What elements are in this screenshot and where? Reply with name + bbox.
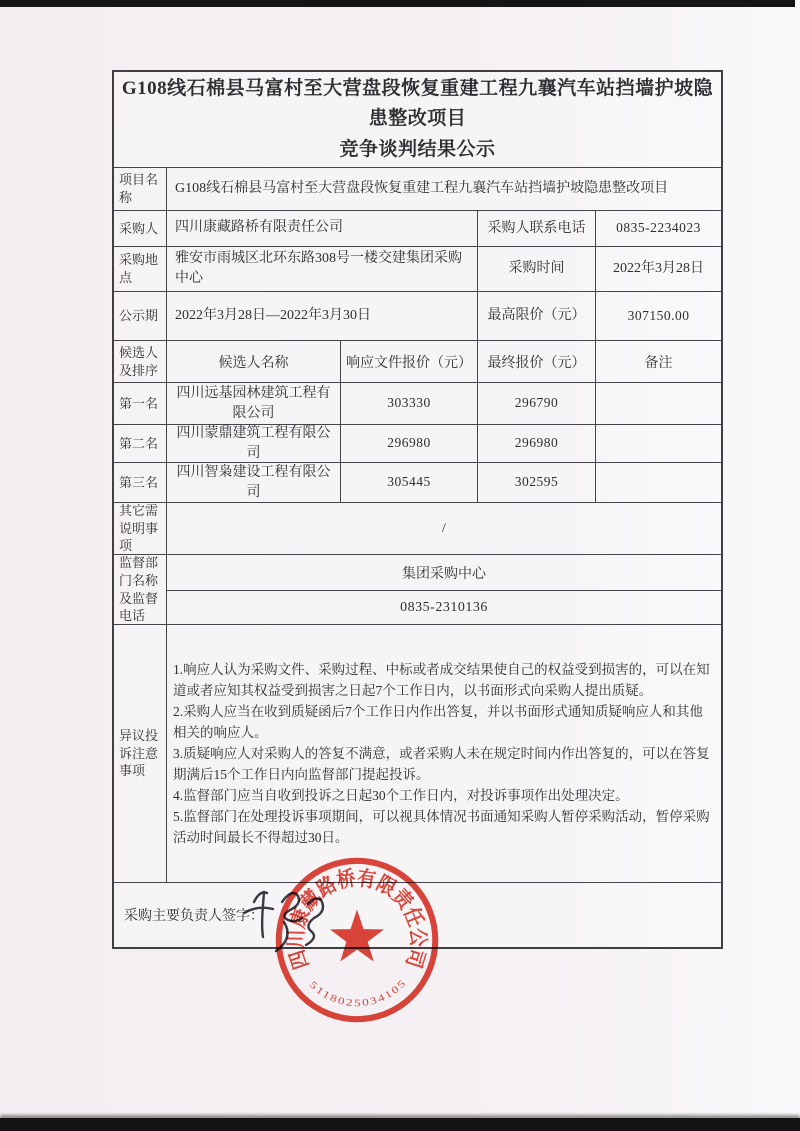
seal-company-name: 四川康藏路桥有限责任公司 — [285, 867, 429, 973]
purchaser-row — [114, 210, 721, 246]
seal-serial-number: 5118025034105 — [307, 978, 408, 1010]
publicity-value: 2022年3月28日—2022年3月30日 — [166, 292, 477, 340]
objection-item: 4.监督部门应当自收到投诉之日起30个工作日内，对投诉事项作出处理决定。 — [173, 788, 629, 803]
candidate-final: 296980 — [477, 425, 595, 462]
company-seal-stamp — [271, 853, 443, 1027]
scan-edge-bottom — [0, 1118, 800, 1131]
purchaser-phone-value: 0835-2234023 — [595, 211, 721, 246]
svg-text:5118025034105 — [307, 977, 409, 1009]
location-label: 采购地点 — [119, 252, 159, 285]
objection-row — [114, 624, 721, 882]
purchase-time-value: 2022年3月28日 — [595, 247, 721, 291]
candidate-bid: 303330 — [340, 383, 477, 424]
candidate-name: 四川蒙鼎建筑工程有限公司 — [166, 425, 340, 462]
rank-label: 第一名 — [119, 395, 159, 411]
supervision-department: 集团采购中心 — [402, 566, 486, 582]
supervision-label: 监督部门名称及监督电话 — [119, 555, 159, 624]
project-name-value: G108线石棉县马富村至大营盘段恢复重建工程九襄汽车站挡墙护坡隐患整改项目 — [166, 168, 721, 210]
other-notes-row — [114, 502, 721, 554]
candidate-bid: 305445 — [340, 463, 477, 502]
location-value: 雅安市雨城区北环东路308号一楼交建集团采购中心 — [166, 247, 477, 291]
candidate-final: 302595 — [477, 463, 595, 502]
max-price-label: 最高限价（元） — [477, 292, 595, 340]
candidate-bid: 296980 — [340, 425, 477, 462]
document-title — [114, 72, 721, 167]
objection-item: 5.监督部门在处理投诉事项期间，可以视具体情况书面通知采购人暂停采购活动，暂停采购活动时间最长不得超过30日。 — [173, 809, 710, 845]
candidate-name: 四川远基园林建筑工程有限公司 — [166, 383, 340, 424]
candidate-row-2 — [114, 424, 721, 462]
announcement-table — [112, 70, 723, 949]
title-line-2: 竞争谈判结果公示 — [339, 138, 496, 160]
other-notes-label: 其它需说明事项 — [119, 503, 159, 554]
project-name-row — [114, 167, 721, 210]
purchase-time-label: 采购时间 — [477, 247, 595, 291]
rank-label: 第三名 — [119, 474, 159, 490]
objection-item: 3.质疑响应人对采购人的答复不满意，或者采购人未在规定时间内作出答复的，可以在答复期满后15个工作日内向监督部门提起投诉。 — [173, 746, 710, 782]
objection-item: 1.响应人认为采购文件、采购过程、中标或者成交结果使自己的权益受到损害的，可以在知道或者应知其权益受到损害之日起7个工作日内，以书面形式向采购人提出质疑。 — [173, 662, 710, 698]
supervision-values — [166, 555, 721, 624]
project-name-label: 项目名称 — [119, 172, 159, 205]
publicity-label: 公示期 — [119, 308, 159, 324]
candidate-name-header: 候选人名称 — [166, 341, 340, 382]
candidates-header-row — [114, 340, 721, 382]
candidate-final: 296790 — [477, 383, 595, 424]
objection-text — [173, 659, 711, 848]
location-row — [114, 246, 721, 291]
seal-star-icon — [330, 910, 384, 962]
candidates-row-label: 候选人及排序 — [119, 344, 159, 378]
purchaser-label: 采购人 — [119, 220, 159, 236]
signature-label: 采购主要负责人签字： — [124, 909, 264, 924]
candidate-note — [595, 463, 721, 502]
other-notes-value: / — [166, 503, 721, 554]
purchaser-phone-label: 采购人联系电话 — [477, 211, 595, 246]
candidate-note — [595, 425, 721, 462]
scan-edge-top — [0, 0, 795, 7]
max-price-value: 307150.00 — [595, 292, 721, 340]
purchaser-value: 四川康藏路桥有限责任公司 — [166, 211, 477, 246]
rank-label: 第二名 — [119, 435, 159, 451]
supervision-row — [114, 554, 721, 624]
candidate-row-3 — [114, 462, 721, 502]
title-line-1: G108线石棉县马富村至大营盘段恢复重建工程九襄汽车站挡墙护坡隐患整改项目 — [121, 77, 714, 130]
objection-item: 2.采购人应当在收到质疑函后7个工作日内作出答复，并以书面形式通知质疑响应人和其他相关的响应人。 — [173, 704, 703, 740]
objection-label: 异议投诉注意事项 — [119, 727, 159, 779]
note-header: 备注 — [595, 341, 721, 382]
bid-price-header: 响应文件报价（元） — [340, 341, 477, 382]
final-price-header: 最终报价（元） — [477, 341, 595, 382]
supervision-phone: 0835-2310136 — [167, 590, 721, 624]
candidate-row-1 — [114, 382, 721, 424]
candidate-name: 四川智枭建设工程有限公司 — [166, 463, 340, 502]
objection-text-cell — [166, 625, 721, 882]
publicity-period-row — [114, 291, 721, 340]
candidate-note — [595, 383, 721, 424]
